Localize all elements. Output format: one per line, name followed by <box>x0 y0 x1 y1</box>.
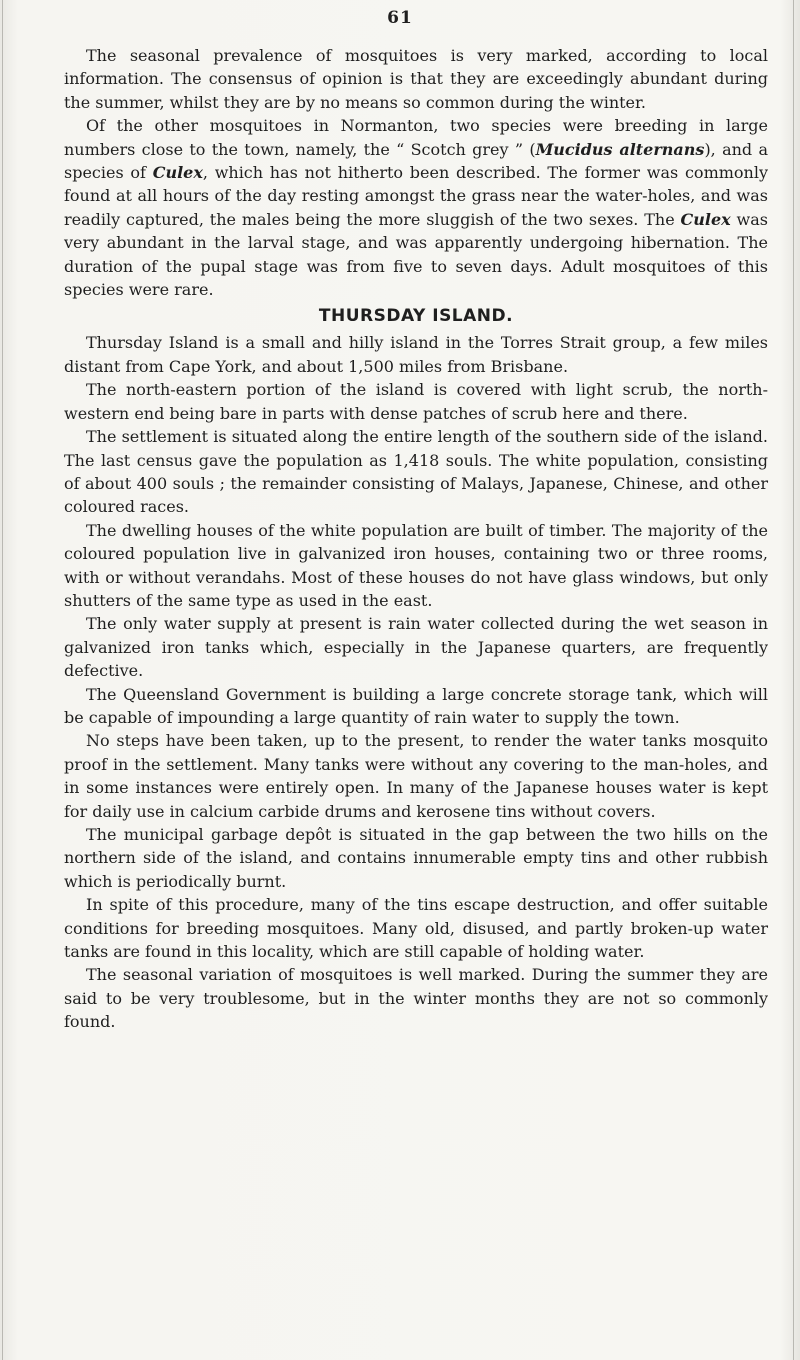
page-edge-right <box>793 0 794 1360</box>
paragraph-normanton-mosquitoes <box>64 114 768 301</box>
paragraph-dwelling-houses: The dwelling houses of the white population are built of timber. The majority of the coloured population live in galvanized iron houses, containing two or three rooms, with or without verandahs. Most of these houses do not have glass windows, but only shutters of the same type as used in the east. <box>64 520 768 610</box>
page-edge-left <box>2 0 3 1360</box>
genus-name: Culex <box>680 209 731 229</box>
paragraph-garbage-depot: The municipal garbage depôt is situated in the gap between the two hills on the northern side of the island, and contains innumerable empty tins and other rubbish which is periodically burnt. <box>64 825 768 891</box>
paragraph-storage-tank: The Queensland Government is building a large concrete storage tank, which will be capable of impounding a large quantity of rain water to supply the town. <box>64 684 768 727</box>
paragraph-island-location: Thursday Island is a small and hilly island in the Torres Strait group, a few miles distant from Cape York, and about 1,500 miles from Brisbane. <box>64 333 768 376</box>
body-text <box>64 44 768 1034</box>
paragraph-island-scrub: The north-eastern portion of the island is covered with light scrub, the north-western end being bare in parts with dense patches of scrub here and there. <box>64 380 768 423</box>
page-number: 61 <box>387 8 413 28</box>
genus-name: Culex <box>152 163 203 183</box>
text-run: ), and a species of <box>64 139 768 183</box>
paragraph-seasonal-variation: The seasonal variation of mosquitoes is well marked. During the summer they are said to be very troublesome, but in the winter months they are not so commonly found. <box>64 965 768 1032</box>
paragraph-water-supply: The only water supply at present is rain water collected during the wet season in galvanized iron tanks which, especially in the Japanese quarters, are frequently defective. <box>64 614 768 681</box>
paragraph-mosquito-proofing: No steps have been taken, up to the present, to render the water tanks mosquito proof in the settlement. Many tanks were without any covering to the man-holes, and in some instances were entirely open. In many of the Japanese houses water is kept for daily use in calcium carbide drums and kerosene tins without covers. <box>64 731 768 821</box>
paragraph-settlement: The settlement is situated along the entire length of the southern side of the island. The last census gave the population as 1,418 souls. The white population, consisting of about 400 souls ; the remainder consisting of Malays, Japanese, Chinese, and other coloured races. <box>64 427 768 517</box>
section-heading: THURSDAY ISLAND. <box>318 306 514 327</box>
text-run: was very abundant in the larval stage, and was apparently undergoing hibernation. The duration of the pupal stage was from five to seven days. Adult mosquitoes of this species were rare. <box>64 209 768 300</box>
text-run: , which has not hitherto been described. The former was commonly found at all hours of the day resting amongst the grass near the water-holes, and was readily captured, the males being the more sluggish of the two sexes. The <box>64 163 769 229</box>
text-run: Of the other mosquitoes in Normanton, two species were breeding in large numbers close to the town, namely, the “ Scotch grey ” ( <box>64 116 768 159</box>
paragraph-seasonal-prevalence: The seasonal prevalence of mosquitoes is very marked, according to local information. The consensus of opinion is that they are exceedingly abundant during the summer, whilst they are by no means so common during the winter. <box>64 46 768 112</box>
paragraph-tins-breeding: In spite of this procedure, many of the tins escape destruction, and offer suitable conditions for breeding mosquitoes. Many old, disused, and partly broken-up water tanks are found in this locality, which are still capable of holding water. <box>64 895 768 962</box>
species-name: Mucidus alternans <box>535 139 705 159</box>
